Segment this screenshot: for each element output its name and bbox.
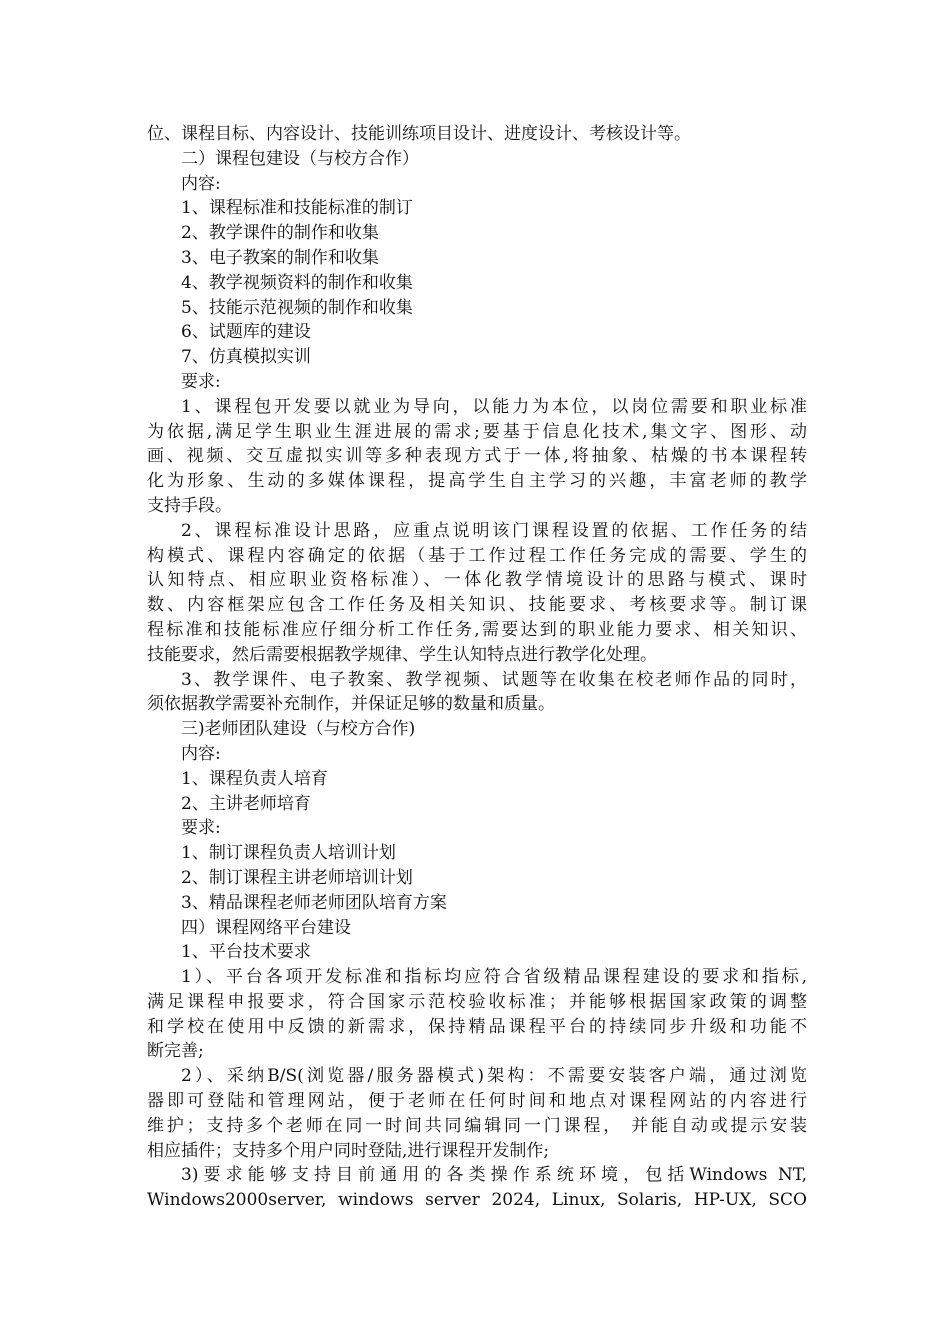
document-line: 1、制订课程负责人培训计划: [181, 843, 396, 864]
document-line: 1、平台技术要求: [181, 942, 311, 963]
document-line: 6、试题库的建设: [181, 322, 311, 343]
document-line: 2、教学课件的制作和收集: [181, 223, 379, 244]
document-line: 满足课程申报要求，符合国家示范校验收标准；并能够根据国家政策的调整: [147, 991, 807, 1012]
document-line: 构模式、课程内容确定的依据（基于工作过程工作任务完成的需要、学生的: [147, 545, 807, 566]
document-line: 2、课程标准设计思路，应重点说明该门课程设置的依据、工作任务的结: [181, 520, 807, 541]
document-line: 1、课程负责人培育: [181, 768, 328, 789]
document-line: 断完善;: [147, 1041, 204, 1062]
document-line: 2、制订课程主讲老师培训计划: [181, 867, 413, 888]
document-line: 认知特点、相应职业资格标准）、一体化教学情境设计的思路与模式、课时: [147, 570, 807, 591]
document-line: 3、教学课件、电子教案、教学视频、试题等在收集在校老师作品的同时，: [181, 669, 807, 690]
document-line: 要求:: [181, 371, 221, 392]
document-line: 数、内容框架应包含工作任务及相关知识、技能要求、考核要求等。制订课: [147, 595, 807, 616]
document-line: 为依据,满足学生职业生涯进展的需求;要基于信息化技术,集文字、图形、动: [147, 421, 807, 442]
document-line: Windows2000server, windows server 2024, Linux, Solaris, HP-UX, SCO: [147, 1190, 807, 1211]
document-line: 2、主讲老师培育: [181, 793, 311, 814]
document-line: 画、视频、交互虚拟实训等多种表现方式于一体,将抽象、枯燥的书本课程转: [147, 446, 807, 467]
document-line: 维护；支持多个老师在同一时间共同编辑同一门课程， 并能自动或提示安装: [147, 1115, 807, 1136]
document-line: 程标准和技能标准应仔细分析工作任务,需要达到的职业能力要求、相关知识、: [147, 619, 807, 640]
document-line: 2）、采纳B/S(浏览器/服务器模式)架构：不需要安装客户端，通过浏览: [181, 1066, 807, 1087]
document-line: 相应插件；支持多个用户同时登陆,进行课程开发制作;: [147, 1140, 550, 1161]
document-body: [147, 122, 807, 1213]
document-line: 支持手段。: [147, 495, 232, 516]
document-line: 四）课程网络平台建设: [181, 917, 351, 938]
document-line: 1、课程标准和技能标准的制订: [181, 198, 413, 219]
document-line: 3)要求能够支持目前通用的各类操作系统环境，包括Windows NT,: [181, 1165, 807, 1186]
document-line: 5、技能示范视频的制作和收集: [181, 297, 413, 318]
document-line: 1）、平台各项开发标准和指标均应符合省级精品课程建设的要求和指标,: [181, 967, 807, 988]
document-line: 内容:: [181, 743, 221, 764]
document-line: 须依据教学需要补充制作，并保证足够的数量和质量。: [147, 694, 555, 715]
document-line: 化为形象、生动的多媒体课程，提高学生自主学习的兴趣，丰富老师的教学: [147, 471, 807, 492]
document-line: 7、仿真模拟实训: [181, 347, 311, 368]
document-line: 4、教学视频资料的制作和收集: [181, 272, 413, 293]
document-line: 和学校在使用中反馈的新需求，保持精品课程平台的持续同步升级和功能不: [147, 1016, 807, 1037]
document-line: 器即可登陆和管理网站，便于老师在任何时间和地点对课程网站的内容进行: [147, 1091, 807, 1112]
document-line: 要求:: [181, 818, 221, 839]
document-line: 内容:: [181, 173, 221, 194]
document-line: 位、课程目标、内容设计、技能训练项目设计、进度设计、考核设计等。: [147, 124, 691, 144]
document-line: 三)老师团队建设（与校方合作): [181, 719, 416, 740]
document-line: 3、精品课程老师老师团队培育方案: [181, 892, 447, 913]
document-line: 技能要求，然后需要根据教学规律、学生认知特点进行教学化处理。: [147, 644, 657, 665]
document-line: 3、电子教案的制作和收集: [181, 247, 379, 268]
document-line: 二）课程包建设（与校方合作）: [181, 148, 419, 169]
document-line: 1、课程包开发要以就业为导向，以能力为本位，以岗位需要和职业标准: [181, 396, 807, 417]
